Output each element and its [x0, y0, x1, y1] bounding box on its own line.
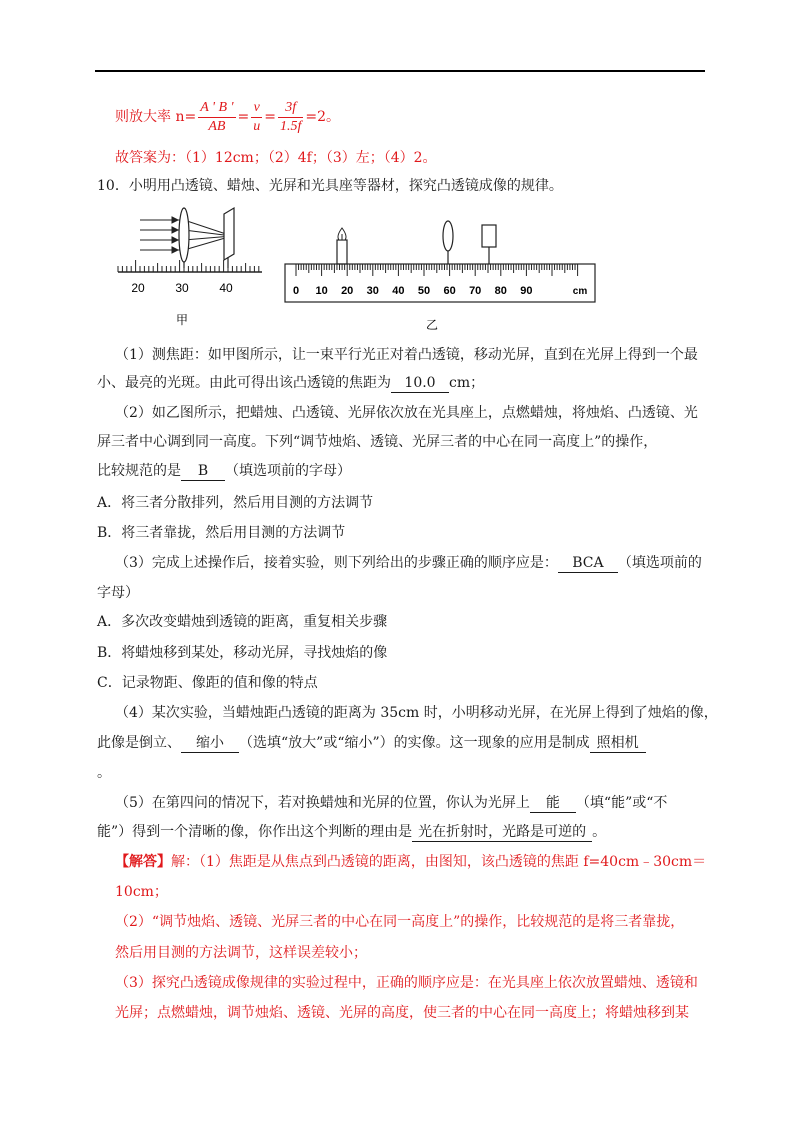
ruler-yi-label: 60 [443, 285, 456, 297]
part2-option-b: B．将三者靠拢，然后用目测的方法调节 [97, 525, 346, 541]
header-rule [95, 70, 705, 72]
candle-icon [337, 228, 347, 264]
part2-line1: （2）如乙图所示，把蜡烛、凸透镜、光屏依次放在光具座上，点燃蜡烛，将烛焰、凸透镜、光 [115, 405, 698, 421]
fraction-image-object: $\frac{A ' B '}{AB}$ [200, 99, 234, 134]
formula-prefix: 则放大率 n= [115, 109, 197, 125]
part5-line2: 能”）得到一个清晰的像，你作出这个判断的理由是 光在折射时，光路是可逆的 。 [97, 824, 607, 840]
ruler-unit: cm [572, 286, 588, 297]
fraction-v-u: $\frac{v}{u}$ [253, 99, 261, 134]
ruler-jia [118, 260, 262, 272]
figure-jia-caption: 甲 [175, 313, 189, 327]
ruler-yi-label: 90 [520, 285, 533, 297]
part3-option-b: B．将蜡烛移到某处，移动光屏，寻找烛焰的像 [97, 645, 388, 661]
part4-line1: （4）某次实验，当蜡烛距凸透镜的距离为 35cm 时，小明移动光屏，在光屏上得到了烛焰的像， [115, 705, 718, 721]
part1-line1: （1）测焦距：如甲图所示，让一束平行光正对着凸透镜，移动光屏，直到在光屏上得到一个最 [115, 347, 698, 363]
part2-option-a: A．将三者分散排列，然后用目测的方法调节 [97, 495, 374, 511]
light-screen-icon [224, 208, 234, 260]
solution-label: 【解答】 [115, 854, 171, 870]
fraction-3f-1.5f: $\frac{3f}{1.5f}$ [280, 99, 302, 134]
ruler-yi-label: 10 [315, 285, 328, 297]
part4-line3: 。 [97, 765, 111, 781]
question-number: 10． [97, 178, 129, 194]
question-10-stem [97, 176, 563, 196]
answer-part4-application: 照相机 [590, 734, 646, 753]
ruler-yi-label: 70 [469, 285, 482, 297]
part1-line2: 小、最亮的光斑。由此可得出该凸透镜的焦距为 10.0 cm； [97, 375, 485, 391]
ruler-jia-label: 30 [175, 281, 189, 295]
part5-line1: （5）在第四问的情况下，若对换蜡烛和光屏的位置，你认为光屏上 能 （填“能”或“不 [115, 795, 668, 811]
ruler-yi-label: 50 [417, 285, 431, 297]
solution-line4: 然后用目测的方法调节，这样误差较小； [115, 945, 367, 961]
part3-option-c: C．记录物距、像距的值和像的特点 [97, 675, 318, 691]
part2-line2: 屏三者中心调到同一高度。下列“调节烛焰、透镜、光屏三者的中心在同一高度上”的操作， [97, 434, 658, 450]
ruler-yi [296, 264, 578, 276]
ruler-yi-label: 0 [292, 285, 300, 297]
ruler-jia-label: 40 [219, 281, 233, 295]
solution-line3: （2）“调节烛焰、透镜、光屏三者的中心在同一高度上”的操作，比较规范的是将三者靠拢， [115, 914, 685, 930]
ruler-yi-label: 20 [341, 285, 354, 297]
figure-yi [282, 212, 602, 337]
question-stem-text: 小明用凸透镜、蜡烛、光屏和光具座等器材，探究凸透镜成像的规律。 [128, 178, 563, 194]
answer-part4-size: 缩小 [181, 734, 239, 753]
figure-yi-caption: 乙 [425, 318, 439, 332]
answer-part3: BCA [558, 554, 618, 573]
part4-line2: 此像是倒立、 缩小 （选填“放大”或“缩小”）的实像。这一现象的应用是制成 照相机 [97, 733, 646, 753]
answer-part5-reason: 光在折射时，光路是可逆的 [412, 823, 592, 842]
part2-line3: 比较规范的是 B （填选项前的字母） [97, 463, 351, 479]
part3-option-a: A．多次改变蜡烛到透镜的距离，重复相关步骤 [97, 614, 388, 630]
ruler-yi-label: 30 [366, 285, 379, 297]
solution-line1: 【解答】解：（1）焦距是从焦点到凸透镜的距离，由图知，该凸透镜的焦距 f=40cm﹣30cm＝ [115, 854, 707, 870]
answer-part5-can: 能 [530, 794, 576, 813]
ruler-yi-label: 40 [392, 285, 405, 297]
ruler-yi-label: 80 [494, 285, 507, 297]
convex-lens-icon [179, 208, 189, 262]
solution-line6: 光屏；点燃蜡烛，调节烛焰、透镜、光屏的高度，使三者的中心在同一高度上；将蜡烛移到某 [115, 1005, 689, 1021]
solution-line2: 10cm； [115, 884, 168, 900]
figure-jia [112, 200, 272, 330]
ruler-jia-label: 20 [131, 281, 145, 295]
formula-result: =2。 [305, 109, 341, 125]
answer-part2: B [181, 462, 225, 481]
light-screen-icon [482, 225, 496, 247]
magnification-formula: 则放大率 n= $\frac{A ' B '}{AB}$ = $\frac{v}{u}$ = $\frac{3f}{1.5f}$ =2。 [115, 99, 341, 134]
part3-line1: （3）完成上述操作后，接着实验，则下列给出的步骤正确的顺序应是： BCA （填选项前的 [115, 555, 702, 571]
solution-line5: （3）探究凸透镜成像规律的实验过程中，正确的顺序应是：在光具座上依次放置蜡烛、透镜和 [115, 975, 698, 991]
convex-lens-icon [443, 221, 453, 251]
previous-answer-summary: 故答案为：（1）12cm；（2）4f；（3）左；（4）2。 [115, 150, 437, 166]
part3-line2: 字母） [97, 585, 139, 601]
answer-focal-length: 10.0 [391, 374, 449, 393]
